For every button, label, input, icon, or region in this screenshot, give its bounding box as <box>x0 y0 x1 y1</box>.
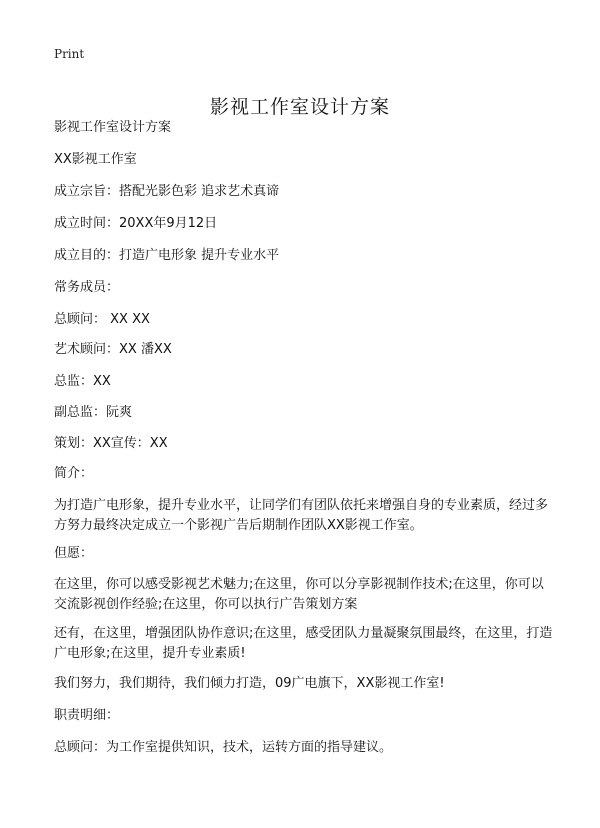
chief-advisor-duty: 总顾问：为工作室提供知识，技术，运转方面的指导建议。 <box>54 740 393 755</box>
founding-goal: 成立目的：打造广电形象 提升专业水平 <box>54 248 280 263</box>
duties-heading: 职责明细： <box>54 708 120 723</box>
chief-advisor: 总顾问： XX XX <box>54 312 150 327</box>
intro-paragraph: 为打造广电形象，提升专业水平，让同学们有团队依托来增强自身的专业素质，经过多方努力最终决定成立一个影视广告后期制作团队XX影视工作室。 <box>54 498 549 533</box>
doc-subtitle: 影视工作室设计方案 <box>54 120 172 135</box>
motto-line: 我们努力，我们期待，我们倾力打造，09广电旗下，XX影视工作室! <box>54 676 445 691</box>
founding-date: 成立时间：20XX年9月12日 <box>54 216 218 231</box>
intro-heading: 简介： <box>54 466 94 481</box>
document-title: 影视工作室设计方案 <box>209 95 390 118</box>
purpose-line: 成立宗旨：搭配光影色彩 追求艺术真谛 <box>54 184 280 199</box>
planning-publicity: 策划：XX宣传：XX <box>54 436 168 451</box>
teamwork-paragraph: 还有，在这里，增强团队协作意识;在这里，感受团队力量凝聚氛围最终，在这里，打造广电形象;在这里，提升专业素质! <box>54 626 553 661</box>
members-heading: 常务成员： <box>54 280 120 295</box>
studio-name: XX影视工作室 <box>54 152 137 167</box>
deputy-director: 副总监：阮爽 <box>54 405 133 420</box>
art-advisor: 艺术顾问：XX 潘XX <box>54 342 172 357</box>
wish-heading: 但愿： <box>54 546 94 561</box>
print-label: Print <box>54 47 85 61</box>
director: 总监：XX <box>54 374 111 389</box>
wish-paragraph: 在这里，你可以感受影视艺术魅力;在这里，你可以分享影视制作技术;在这里，你可以交流影视创作经验;在这里，你可以执行广告策划方案 <box>54 577 544 612</box>
